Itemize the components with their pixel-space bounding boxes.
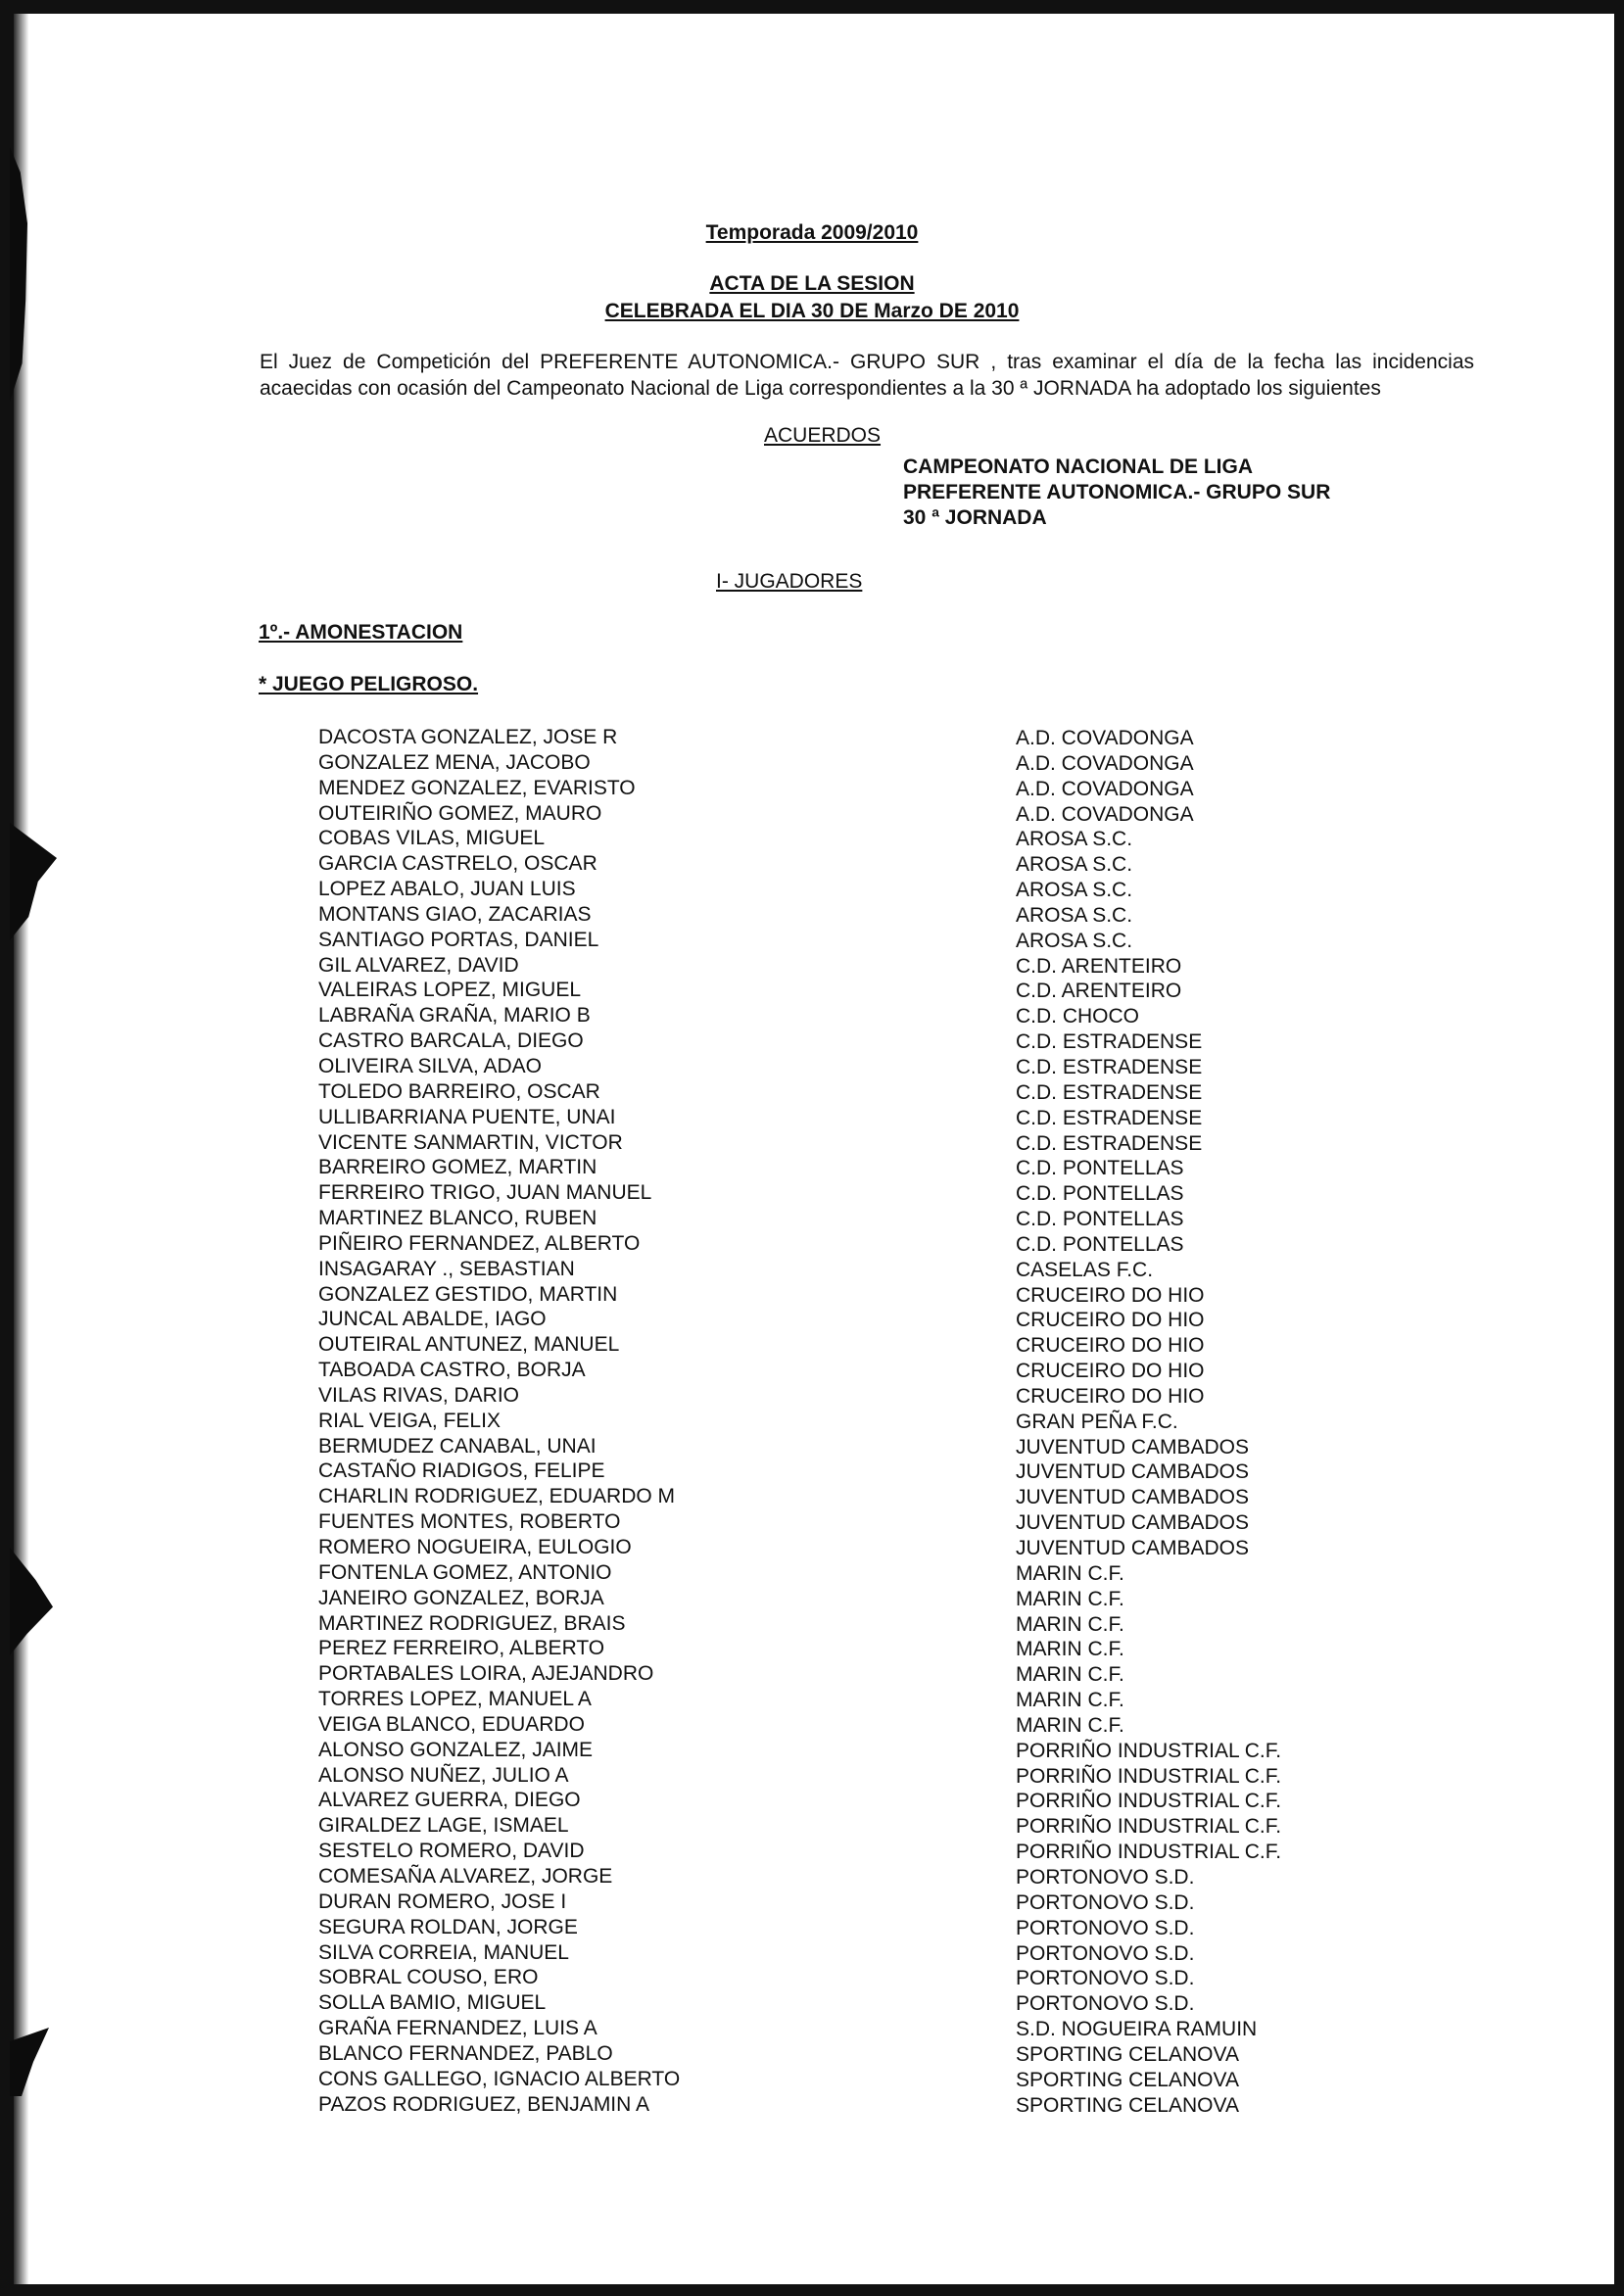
player-club: PORTONOVO S.D. — [1016, 1865, 1195, 1889]
player-name: CHARLIN RODRIGUEZ, EDUARDO M — [318, 1485, 676, 1508]
player-club: C.D. ESTRADENSE — [1016, 1106, 1203, 1129]
intro-paragraph: El Juez de Competición del PREFERENTE AUTONOMICA.- GRUPO SUR , tras examinar el día de la fecha las incidencias acaecidas con ocasión del Campeonato Nacional de Liga correspondientes a la 30 ª JORNADA ha adoptado los siguientes — [260, 351, 1474, 400]
player-club: MARIN C.F. — [1016, 1561, 1124, 1585]
player-name: OLIVEIRA SILVA, ADAO — [318, 1054, 542, 1077]
reason-heading: * JUEGO PELIGROSO. — [259, 673, 479, 695]
player-name: CASTRO BARCALA, DIEGO — [318, 1029, 584, 1053]
player-club: SPORTING CELANOVA — [1016, 2068, 1239, 2091]
player-name: VEIGA BLANCO, EDUARDO — [318, 1712, 585, 1736]
championship-line: 30 ª JORNADA — [903, 506, 1047, 529]
player-name: GIL ALVAREZ, DAVID — [318, 953, 519, 977]
player-club: A.D. COVADONGA — [1016, 751, 1194, 775]
player-name: GRAÑA FERNANDEZ, LUIS A — [318, 2017, 597, 2040]
player-club: AROSA S.C. — [1016, 879, 1133, 902]
player-name: TABOADA CASTRO, BORJA — [318, 1359, 586, 1382]
players-column — [318, 725, 680, 2117]
player-club: C.D. ESTRADENSE — [1016, 1131, 1203, 1155]
player-club: PORRIÑO INDUSTRIAL C.F. — [1016, 1739, 1282, 1762]
player-name: TORRES LOPEZ, MANUEL A — [318, 1688, 592, 1711]
player-club: PORTONOVO S.D. — [1016, 1992, 1195, 2016]
player-club: PORTONOVO S.D. — [1016, 1916, 1195, 1939]
player-name: CASTAÑO RIADIGOS, FELIPE — [318, 1459, 605, 1483]
player-name: COMESAÑA ALVAREZ, JORGE — [318, 1864, 613, 1888]
player-name: OUTEIRAL ANTUNEZ, MANUEL — [318, 1333, 620, 1357]
player-name: ROMERO NOGUEIRA, EULOGIO — [318, 1536, 632, 1558]
player-club: MARIN C.F. — [1016, 1713, 1124, 1737]
player-name: FERREIRO TRIGO, JUAN MANUEL — [318, 1181, 652, 1205]
player-club: C.D. PONTELLAS — [1016, 1182, 1184, 1206]
player-club: JUVENTUD CAMBADOS — [1016, 1511, 1250, 1535]
session-title: ACTA DE LA SESION — [709, 272, 915, 295]
player-name: ULLIBARRIANA PUENTE, UNAI — [318, 1105, 616, 1128]
player-name: ALVAREZ GUERRA, DIEGO — [318, 1789, 581, 1812]
player-name: LABRAÑA GRAÑA, MARIO B — [318, 1004, 591, 1028]
player-club: MARIN C.F. — [1016, 1612, 1124, 1636]
player-club: AROSA S.C. — [1016, 929, 1133, 952]
player-club: AROSA S.C. — [1016, 903, 1133, 927]
player-name: BLANCO FERNANDEZ, PABLO — [318, 2041, 613, 2065]
player-club: SPORTING CELANOVA — [1016, 2093, 1239, 2117]
section-heading: I- JUGADORES — [716, 570, 863, 593]
player-club: C.D. PONTELLAS — [1016, 1232, 1184, 1256]
player-club: A.D. COVADONGA — [1016, 777, 1194, 800]
sanction-heading: 1º.- AMONESTACION — [259, 621, 463, 644]
player-club: C.D. ESTRADENSE — [1016, 1080, 1203, 1104]
session-date: CELEBRADA EL DIA 30 DE Marzo DE 2010 — [604, 300, 1020, 322]
player-club: PORTONOVO S.D. — [1016, 1967, 1195, 1990]
player-club: MARIN C.F. — [1016, 1587, 1124, 1610]
acuerdos-heading: ACUERDOS — [764, 424, 882, 447]
player-name: PAZOS RODRIGUEZ, BENJAMIN A — [318, 2092, 649, 2116]
player-name: DACOSTA GONZALEZ, JOSE R — [318, 726, 618, 748]
player-name: INSAGARAY ., SEBASTIAN — [318, 1257, 575, 1280]
player-name: JUNCAL ABALDE, IAGO — [318, 1308, 547, 1331]
player-club: CRUCEIRO DO HIO — [1016, 1360, 1205, 1383]
player-club: JUVENTUD CAMBADOS — [1016, 1435, 1250, 1459]
player-club: C.D. CHOCO — [1016, 1005, 1139, 1028]
player-club: MARIN C.F. — [1016, 1663, 1124, 1687]
player-name: SOLLA BAMIO, MIGUEL — [318, 1991, 547, 2015]
player-name: CONS GALLEGO, IGNACIO ALBERTO — [318, 2067, 681, 2090]
player-club: JUVENTUD CAMBADOS — [1016, 1486, 1250, 1509]
player-name: OUTEIRIÑO GOMEZ, MAURO — [318, 801, 602, 825]
player-name: LOPEZ ABALO, JUAN LUIS — [318, 878, 576, 901]
player-name: GONZALEZ GESTIDO, MARTIN — [318, 1282, 618, 1306]
season-heading: Temporada 2009/2010 — [705, 221, 919, 244]
player-name: ALONSO GONZALEZ, JAIME — [318, 1738, 594, 1761]
player-name: PEREZ FERREIRO, ALBERTO — [318, 1637, 605, 1660]
player-club: PORTONOVO S.D. — [1016, 1890, 1195, 1914]
player-name: FUENTES MONTES, ROBERTO — [318, 1510, 621, 1534]
championship-line: PREFERENTE AUTONOMICA.- GRUPO SUR — [903, 481, 1331, 503]
player-name: JANEIRO GONZALEZ, BORJA — [318, 1586, 604, 1609]
player-club: PORRIÑO INDUSTRIAL C.F. — [1016, 1841, 1282, 1864]
player-club: CASELAS F.C. — [1016, 1258, 1154, 1281]
player-name: ALONSO NUÑEZ, JULIO A — [318, 1763, 569, 1787]
player-club: A.D. COVADONGA — [1016, 727, 1194, 749]
player-name: MARTINEZ BLANCO, RUBEN — [318, 1207, 597, 1230]
player-name: DURAN ROMERO, JOSE I — [318, 1889, 567, 1913]
player-club: SPORTING CELANOVA — [1016, 2042, 1239, 2066]
player-name: COBAS VILAS, MIGUEL — [318, 827, 546, 850]
player-name: GONZALEZ MENA, JACOBO — [318, 750, 591, 774]
player-name: PORTABALES LOIRA, AJEJANDRO — [318, 1662, 654, 1686]
player-club: CRUCEIRO DO HIO — [1016, 1334, 1205, 1358]
player-club: C.D. ARENTEIRO — [1016, 980, 1182, 1003]
player-name: RIAL VEIGA, FELIX — [318, 1409, 501, 1432]
player-name: BARREIRO GOMEZ, MARTIN — [318, 1156, 597, 1179]
player-name: SANTIAGO PORTAS, DANIEL — [318, 928, 599, 951]
player-club: GRAN PEÑA F.C. — [1016, 1410, 1178, 1433]
clubs-column — [1016, 726, 1281, 2118]
player-club: PORRIÑO INDUSTRIAL C.F. — [1016, 1764, 1282, 1788]
player-name: SOBRAL COUSO, ERO — [318, 1966, 539, 1989]
player-name: GARCIA CASTRELO, OSCAR — [318, 852, 597, 876]
player-club: CRUCEIRO DO HIO — [1016, 1384, 1205, 1408]
player-club: AROSA S.C. — [1016, 828, 1133, 851]
championship-block — [903, 454, 1330, 531]
player-name: MONTANS GIAO, ZACARIAS — [318, 902, 592, 926]
player-club: PORTONOVO S.D. — [1016, 1941, 1195, 1965]
player-club: CRUCEIRO DO HIO — [1016, 1309, 1205, 1332]
player-club: C.D. PONTELLAS — [1016, 1208, 1184, 1231]
player-club: C.D. ESTRADENSE — [1016, 1055, 1203, 1078]
player-club: AROSA S.C. — [1016, 853, 1133, 877]
player-club: C.D. ESTRADENSE — [1016, 1030, 1203, 1054]
player-name: BERMUDEZ CANABAL, UNAI — [318, 1434, 597, 1458]
player-name: VICENTE SANMARTIN, VICTOR — [318, 1130, 623, 1154]
player-name: VALEIRAS LOPEZ, MIGUEL — [318, 979, 582, 1002]
player-club: A.D. COVADONGA — [1016, 802, 1194, 826]
player-club: MARIN C.F. — [1016, 1638, 1124, 1661]
player-club: PORRIÑO INDUSTRIAL C.F. — [1016, 1815, 1282, 1839]
player-club: PORRIÑO INDUSTRIAL C.F. — [1016, 1790, 1282, 1813]
player-club: MARIN C.F. — [1016, 1689, 1124, 1712]
player-club: CRUCEIRO DO HIO — [1016, 1283, 1205, 1307]
player-name: PIÑEIRO FERNANDEZ, ALBERTO — [318, 1231, 641, 1255]
player-name: SEGURA ROLDAN, JORGE — [318, 1915, 578, 1938]
player-club: C.D. PONTELLAS — [1016, 1157, 1184, 1180]
player-name: TOLEDO BARREIRO, OSCAR — [318, 1079, 600, 1103]
player-club: JUVENTUD CAMBADOS — [1016, 1460, 1250, 1484]
player-name: MENDEZ GONZALEZ, EVARISTO — [318, 776, 636, 799]
player-name: SESTELO ROMERO, DAVID — [318, 1840, 585, 1863]
player-name: MARTINEZ RODRIGUEZ, BRAIS — [318, 1611, 626, 1635]
player-name: VILAS RIVAS, DARIO — [318, 1383, 520, 1407]
player-club: S.D. NOGUEIRA RAMUIN — [1016, 2018, 1258, 2041]
player-name: GIRALDEZ LAGE, ISMAEL — [318, 1814, 569, 1838]
championship-line: CAMPEONATO NACIONAL DE LIGA — [903, 455, 1254, 478]
player-club: JUVENTUD CAMBADOS — [1016, 1537, 1250, 1559]
player-club: C.D. ARENTEIRO — [1016, 954, 1182, 978]
player-name: FONTENLA GOMEZ, ANTONIO — [318, 1560, 612, 1584]
player-name: SILVA CORREIA, MANUEL — [318, 1940, 569, 1964]
